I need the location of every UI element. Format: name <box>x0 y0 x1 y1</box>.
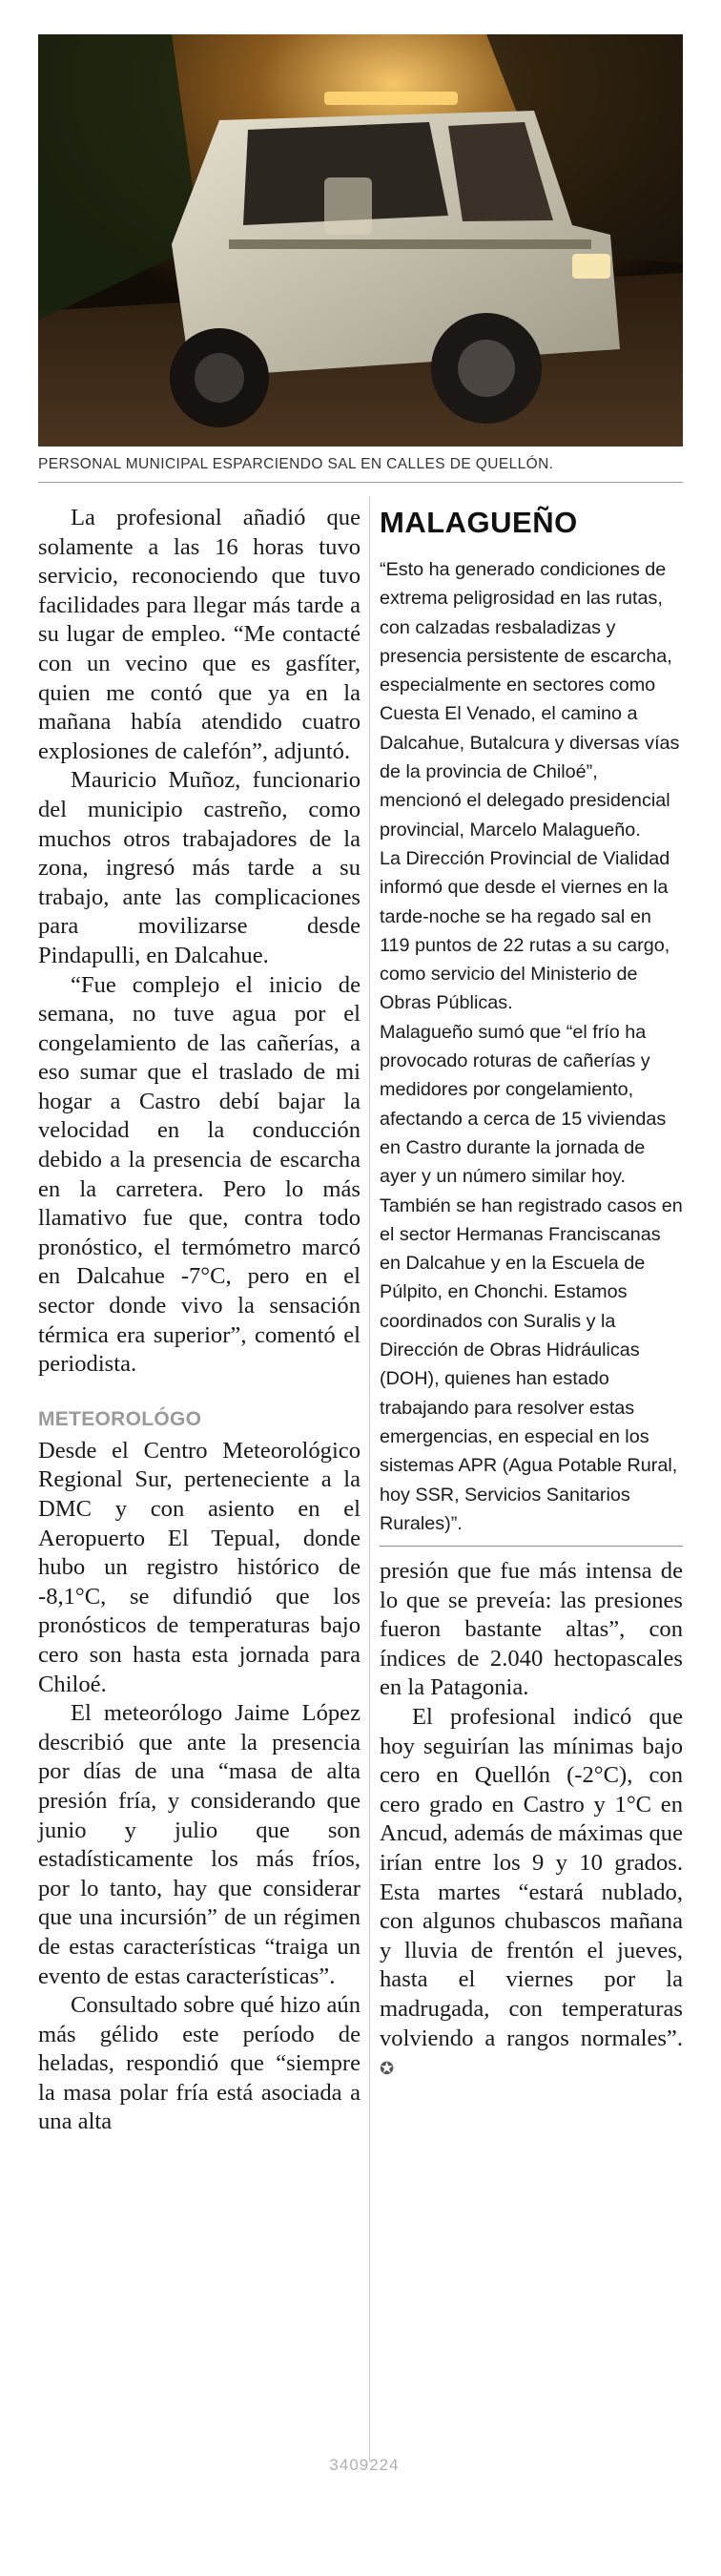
column-divider <box>369 496 370 2462</box>
left-paragraph: El meteorólogo Jaime López describió que ante la presencia por días de una “masa de alta presión fría, y considerando que junio y julio que son estadísticamente los más fríos, por lo tanto, hay que considerar que una incursión” de un régimen de estas características “traiga un evento de estas características”. <box>38 1700 360 1989</box>
watermark: 3409224 <box>329 2456 400 2474</box>
right-column <box>380 504 683 1538</box>
continuation-paragraph <box>380 1703 683 2085</box>
continuation-text: El profesional indicó que hoy seguirían las mínimas bajo cero en Quellón (-2°C), con cero grado en Castro y 1°C en Ancud, además de máximas que irían entre los 9 y 10 grados. Esta martes “estará nublado, con algunos chubascos mañana y lluvia de frentón el jueves, hasta el viernes por la madrugada, con temperaturas volviendo a rangos normales”. <box>380 1703 683 2051</box>
left-column <box>38 504 360 2137</box>
left-paragraph: Desde el Centro Meteorológico Regional Sur, perteneciente a la DMC y con asiento en el Aeropuerto El Tepual, donde hubo un registro histórico de -8,1°C, se difundió que los pronósticos de temperaturas bajo cero son hasta esta jornada para Chiloé. <box>38 1437 360 1697</box>
section-divider <box>380 1546 683 1547</box>
sans-block <box>380 555 683 1538</box>
end-mark-icon: ✪ <box>380 2059 395 2080</box>
section-headline: MALAGUEÑO <box>380 506 578 539</box>
top-margin <box>0 0 721 34</box>
article-photo <box>38 34 683 447</box>
continuation-paragraph: presión que fue más intensa de lo que se preveía: las presiones fueron bastante altas”, con índices de 2.040 hectopascales en la Patagonia. <box>380 1558 683 1701</box>
left-paragraph: Mauricio Muñoz, funcionario del municipio castreño, como muchos otros trabajadores de la zona, ingresó más tarde a su trabajo, ante las complicaciones para movilizarse desde Pindapulli, en Dalcahue. <box>38 767 360 968</box>
right-paragraph: La Dirección Provincial de Vialidad informó que desde el viernes en la tarde-noche se ha regado sal en 119 puntos de 22 rutas a su cargo, como servicio del Ministerio de Obras Públicas. <box>380 847 670 1014</box>
subhead-meteorologo: METEOROLÓGO <box>38 1407 202 1430</box>
caption-divider <box>38 482 683 483</box>
right-paragraph: Malagueño sumó que “el frío ha provocado roturas de cañerías y medidores por congelamiento, afectando a cerca de 15 viviendas en Castro durante la jornada de ayer y un número similar hoy. También se han registrado casos en el sector Hermanas Franciscanas en Dalcahue y en la Escuela de Púlpito, en Chonchi. Estamos coordinados con Suralis y la Dirección de Obras Hidráulicas (DOH), quienes han estado trabajando para resolver estas emergencias, en especial en los sistemas APR (Agua Potable Rural, hoy SSR, Servicios Sanitarios Rurales)”. <box>380 1021 683 1534</box>
right-paragraph: “Esto ha generado condiciones de extrema peligrosidad en las rutas, con calzadas resbaladizas y presencia persistente de escarcha, especialmente en sectores como Cuesta El Venado, el camino a Dalcahue, Butalcura y diversas vías de la provincia de Chiloé”, mencionó el delegado presidencial provincial, Marcelo Malagueño. <box>380 559 680 841</box>
photo-caption: PERSONAL MUNICIPAL ESPARCIENDO SAL EN CALLES DE QUELLÓN. <box>38 456 554 472</box>
right-continuation <box>380 1557 683 2085</box>
left-paragraph: Consultado sobre qué hizo aún más gélido este período de heladas, respondió que “siempre la masa polar fría está asociada a una alta <box>38 1992 360 2135</box>
left-paragraph: La profesional añadió que solamente a las 16 horas tuvo servicio, reconociendo que tuvo facilidades para llegar más tarde a su lugar de empleo. “Me contacté con un vecino que es gasfíter, quien me contó que ya en la mañana había atendido cuatro explosiones de calefón”, adjuntó. <box>38 505 360 764</box>
left-paragraph: “Fue complejo el inicio de semana, no tuve agua por el congelamiento de las cañerías, a eso sumar que el traslado de mi hogar a Castro debí bajar la velocidad en la conducción debido a la presencia de escarcha en la carretera. Pero lo más llamativo fue que, contra todo pronóstico, el termómetro marcó en Dalcahue -7°C, pero en el sector donde vivo la sensación térmica era superior”, comentó el periodista. <box>38 971 360 1378</box>
truck-night-photo <box>38 34 683 447</box>
